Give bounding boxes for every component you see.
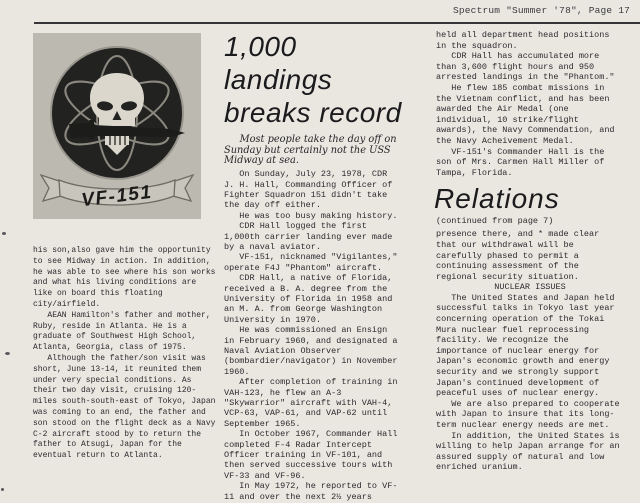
left-column (33, 33, 217, 462)
paragraph: We are also prepared to cooperate with Japan to insure that its long-term nuclear energy needs are met. (436, 398, 620, 430)
paragraph: VF-151, nicknamed "Vigilantes," operate F4J "Phantom" aircraft. (224, 252, 398, 273)
paragraph: his son,also gave him the opportunity to see Midway in action. In addition, he was able to see where his son works and what his living conditions are like on board this floating city/airfield. (33, 246, 216, 309)
paragraph: He was too busy making history. (239, 210, 398, 221)
section-subhead: NUCLEAR ISSUES (494, 282, 566, 293)
paragraph: He flew 185 combat missions in the Vietnam conflict, and has been awarded the Air Medal (one individual, 10 strike/flight awards), the Navy Commendation, and the Navy Acheivement Medal. (436, 82, 615, 146)
middle-column (224, 30, 402, 502)
right-column (436, 30, 624, 473)
paragraph: CDR Hall logged the first 1,000th carrier landing ever made by a naval aviator. (224, 221, 393, 252)
scan-speck (2, 232, 6, 235)
paragraph: CDR Hall has accumulated more than 3,600 flight hours and 950 arrested landings in the "Phantom." (436, 51, 615, 83)
paragraph: After completion of training in VAH-123, he flew an A-3 "Skywarrior" aircraft with VAH-4, VCP-63, VAP-61, and VAP-62 until September 1965. (224, 377, 398, 429)
continued-note: (continued from page 7) (436, 216, 554, 227)
banner-text: VF-151 (80, 181, 154, 212)
paragraph: He was commissioned an Ensign in February 1960, and designated a Naval Aviation Observer (bombardier/navigator) in November 1960. (224, 325, 398, 377)
relations-headline: Relations (434, 183, 560, 215)
squadron-insignia-photo (33, 33, 201, 219)
headline-line-1: 1,000 landings (224, 31, 333, 95)
paragraph: CDR Hall, a native of Florida, received a B. A. degree from the University of Florida in 1958 and an M. A. from George Washington University in 1970. (224, 273, 393, 325)
paragraph: held all department head positions in the squadron. (436, 30, 610, 51)
paragraph: VF-151's Commander Hall is the son of Mrs. Carmen Hall Miller of Tampa, Florida. (436, 146, 605, 178)
paragraph: In May 1972, he reported to VF-11 and over the next 2½ years (224, 481, 398, 502)
right-column-text-top (436, 30, 624, 178)
relations-text (436, 229, 624, 473)
article-lead: Most people take the day off on Sunday but certainly not the USS Midway at sea. (224, 134, 397, 167)
paragraph: On Sunday, July 23, 1978, CDR J. H. Hall, Commanding Officer of Fighter Squadron 151 didn't take the day off either. (224, 169, 393, 211)
scan-speck (1, 488, 4, 491)
masthead: Spectrum "Summer '78", Page 17 (452, 5, 630, 16)
paragraph: In addition, the United States is willing to help Japan arrange for an assured supply of natural and low enriched uranium. (436, 430, 620, 473)
paragraph: Although the father/son visit was short, June 13-14, it reunited them under very special conditions. As their two day visit, cruising 120-miles south-south-east of Tokyo, Japan was coming to an end, the father and son stood on the flight deck as a Navy C-2 aircraft stood by to return the father to Atsugi, Japan for the eventual return to Atlanta. (33, 353, 216, 461)
scan-speck (5, 352, 10, 355)
paragraph: presence there, and * made clear that our withdrawal will be carefully phased to permit a continuing assessment of the regional security situation. (436, 229, 600, 282)
paragraph: The United States and Japan held successful talks in Tokyo last year concerning operation of the Tokai Mura nuclear fuel reprocessing facility. We recognize the importance of nuclear energy for Japan's economic growth and energy security and we strongly support Japan's continued development of peaceful uses of nuclear energy. (436, 292, 615, 399)
middle-column-text (224, 169, 402, 502)
paragraph: AEAN Hamilton's father and mother, Ruby, reside in Atlanta. He is a graduate of Southwest High School, Atlanta, Georgia, class of 1975. (33, 310, 211, 353)
paragraph: In October 1967, Commander Hall completed F-4 Radar Intercept Officer training in VF-101, and then served successive tours with VF-33 and VF-96. (224, 429, 398, 481)
page-rule (34, 22, 640, 24)
headline-line-2: breaks record (224, 97, 402, 128)
left-column-text (33, 246, 217, 462)
article-headline (224, 30, 402, 129)
